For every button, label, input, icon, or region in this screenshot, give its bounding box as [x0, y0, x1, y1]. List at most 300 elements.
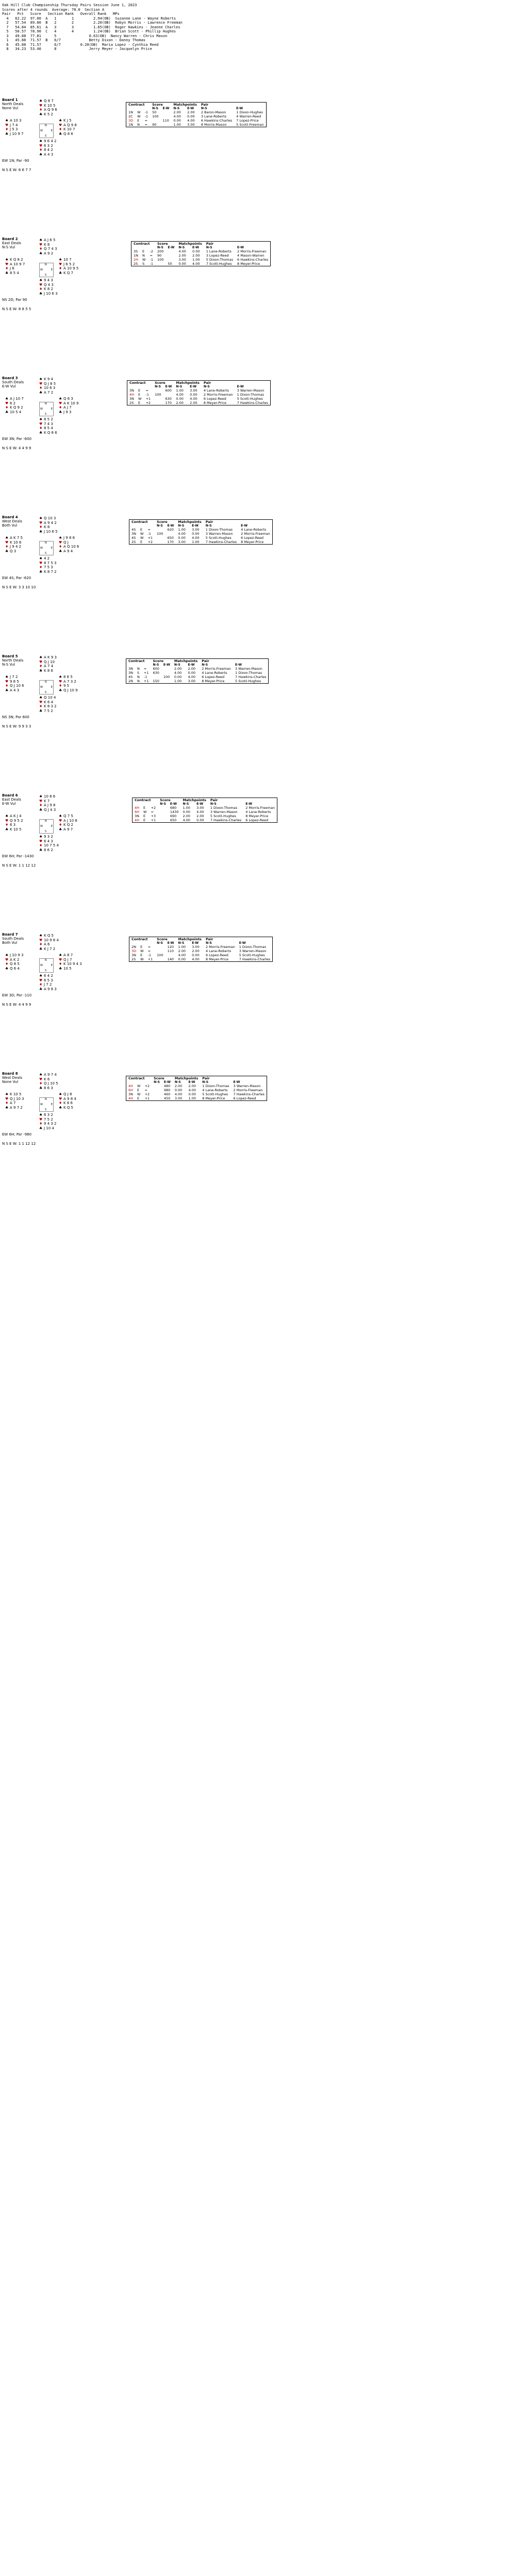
cards: 9 5 — [63, 684, 70, 688]
cards: Q 8 7 — [44, 99, 54, 103]
hearts-icon: ♥ — [39, 561, 43, 565]
diamonds-icon: ♦ — [59, 545, 62, 549]
table-cell: 4 Lane-Roberts — [202, 1088, 228, 1092]
table-cell: E — [140, 945, 143, 949]
cards: K Q 2 — [63, 823, 74, 827]
cards: J 9 4 2 — [10, 545, 22, 549]
spades-icon: ♠ — [39, 794, 43, 799]
table-cell: 3D — [128, 118, 134, 123]
diamonds-icon: ♦ — [59, 127, 62, 131]
table-row — [133, 810, 277, 814]
table-cell: 1.00 — [178, 528, 186, 532]
cards: A K 7 5 — [10, 536, 23, 540]
suit-row-diamonds — [59, 405, 105, 410]
table-cell: 140 — [167, 957, 174, 961]
sub-header: E-W — [162, 107, 170, 110]
compass-w: W — [40, 129, 43, 132]
diamonds-icon: ♦ — [39, 1081, 43, 1086]
cards: Q J 10 5 — [44, 1081, 58, 1086]
table-cell: 5 Scott-Hughes — [210, 814, 236, 818]
board-heading — [2, 376, 24, 388]
table-cell: E — [140, 953, 143, 957]
suit-row-hearts — [39, 799, 86, 804]
column-header-blank — [237, 937, 273, 942]
suit-row-spades — [5, 953, 52, 958]
cards: Q J — [63, 540, 69, 545]
table-cell: 0.00 — [183, 810, 190, 814]
suit-row-hearts — [59, 680, 105, 684]
clubs-icon: ♣ — [39, 152, 43, 157]
column-header: Pair — [202, 659, 209, 663]
board-number: 4 — [15, 515, 18, 519]
table-row — [133, 814, 277, 818]
clubs-icon: ♣ — [5, 688, 9, 692]
south-hand — [39, 974, 86, 991]
table-cell: 630 — [153, 671, 159, 675]
table-cell: 4.00 — [174, 1092, 183, 1096]
table-cell: 7 Hawkins-Charles — [235, 675, 267, 679]
spades-icon: ♠ — [5, 118, 9, 123]
cards: 8 7 5 3 — [44, 561, 57, 565]
table-cell: 4.00 — [192, 536, 200, 540]
diamonds-icon: ♦ — [39, 982, 43, 987]
suit-row-clubs — [59, 410, 105, 415]
column-header: Contract — [128, 659, 145, 663]
table-cell: 170 — [167, 540, 174, 544]
table-cell: 5 Scott-Freeman — [236, 123, 264, 127]
compass-w: W — [40, 547, 43, 550]
table-cell: 8 Meyer-Price — [203, 401, 226, 405]
dealer-text: North Deals — [2, 658, 24, 663]
suit-row-diamonds — [39, 1081, 86, 1086]
board-label: Board — [2, 1072, 14, 1076]
table-cell: = — [143, 667, 147, 671]
table-cell: -2 — [150, 249, 153, 253]
clubs-icon: ♣ — [5, 549, 9, 553]
cards: A Q 9 6 — [44, 108, 57, 112]
sub-header: N-S — [202, 1080, 209, 1084]
table-cell: 2.00 — [174, 667, 182, 671]
table-cell: 5 Scott-Hughes — [239, 953, 265, 957]
table-cell: 2 Morris-Freeman — [237, 249, 267, 253]
table-cell: 980 — [163, 1088, 171, 1092]
sub-header: N-S — [153, 663, 159, 667]
clubs-icon: ♣ — [39, 807, 43, 812]
table-cell: 4 Mason-Warren — [237, 253, 265, 258]
suit-row-spades — [39, 1113, 86, 1117]
cards: J 10 6 3 — [44, 291, 58, 296]
table-row — [133, 818, 277, 823]
diamonds-icon: ♦ — [39, 942, 43, 946]
suit-row-hearts — [59, 540, 105, 545]
table-cell: E — [138, 388, 141, 393]
spades-icon: ♠ — [5, 536, 9, 540]
table-cell: 0.00 — [174, 675, 182, 679]
board-heading — [2, 1072, 22, 1084]
suit-row-hearts — [39, 382, 86, 386]
north-hand — [39, 238, 86, 256]
table-cell — [166, 249, 176, 253]
table-cell — [155, 957, 165, 962]
cards: 8 5 4 — [10, 270, 19, 275]
spades-icon: ♠ — [5, 814, 9, 818]
sub-header: E-W — [170, 802, 177, 806]
table-cell: 4S — [131, 528, 136, 532]
suit-row-spades — [5, 536, 52, 540]
spades-icon: ♠ — [59, 536, 62, 540]
cards: A 9 7 2 — [10, 1105, 23, 1110]
board-3 — [2, 376, 523, 515]
table-cell: 1.00 — [192, 540, 200, 544]
column-header: Score — [152, 103, 163, 107]
table-cell: 7 Hawkins-Charles — [239, 957, 271, 961]
table-cell: E — [137, 118, 140, 123]
compass-n: N — [45, 820, 47, 823]
clubs-icon: ♣ — [39, 291, 43, 296]
suit-row-diamonds — [39, 664, 86, 669]
compass-e: E — [51, 408, 53, 411]
results-table — [129, 937, 273, 962]
column-header: Pair — [206, 242, 214, 246]
hearts-icon: ♥ — [5, 123, 9, 127]
suit-row-hearts — [39, 978, 86, 983]
board-6 — [2, 793, 523, 933]
table-cell: 4H — [128, 1084, 134, 1088]
table-cell: 150 — [153, 679, 159, 683]
results-table — [127, 380, 271, 405]
cards: A 7 — [10, 1101, 16, 1105]
board-8 — [2, 1072, 523, 1211]
table-cell: 650 — [167, 536, 174, 540]
table-cell: 0.00 — [188, 671, 196, 675]
table-cell: E — [138, 393, 141, 397]
board-2 — [2, 237, 523, 376]
cards: 7 5 3 — [44, 565, 53, 569]
compass-diagram — [39, 263, 54, 277]
table-cell: 3.00 — [178, 258, 186, 262]
table-cell: = — [151, 810, 154, 814]
compass-diagram — [39, 819, 54, 834]
table-cell: 4.00 — [183, 818, 190, 822]
table-cell: 620 — [167, 528, 174, 532]
cards: J 10 9 3 — [10, 953, 24, 957]
suit-row-spades — [59, 1092, 105, 1097]
cards: 7 5 2 — [44, 1117, 53, 1122]
cards: 6 2 — [10, 401, 16, 405]
table-cell: N — [137, 667, 140, 671]
table-cell: S — [137, 671, 140, 675]
suit-row-clubs — [39, 669, 86, 673]
table-cell: 3N — [128, 671, 133, 675]
cards: 8 5 2 — [44, 417, 53, 421]
compass-diagram — [39, 541, 54, 555]
table-cell: 3S — [134, 249, 138, 253]
spades-icon: ♠ — [39, 99, 43, 103]
vulnerability-text: None Vul — [2, 1080, 19, 1084]
column-header: Score — [160, 798, 171, 802]
sub-header: N-S — [201, 107, 207, 110]
cards: A 4 3 — [44, 152, 54, 157]
column-header: Pair — [202, 1076, 210, 1080]
board-label: Board — [2, 793, 14, 798]
table-cell: W — [140, 949, 144, 953]
results-table — [132, 798, 277, 823]
table-cell: 8 Meyer-Price — [202, 679, 225, 683]
compass-diagram — [39, 402, 54, 416]
sub-header: N-S — [154, 1080, 160, 1084]
table-cell: 2 Morris-Freeman — [205, 945, 235, 949]
hearts-icon: ♥ — [39, 1117, 43, 1122]
cards: Q J 4 3 — [44, 807, 56, 812]
table-cell: 4.00 — [174, 671, 182, 675]
table-row — [126, 675, 269, 679]
spades-icon: ♠ — [39, 278, 43, 282]
table-cell: +1 — [147, 957, 153, 961]
table-row — [126, 1092, 267, 1096]
table-cell — [166, 253, 176, 258]
cards: 6 3 — [10, 823, 16, 827]
cards: Q 9 5 2 — [10, 818, 23, 823]
diamonds-icon: ♦ — [39, 664, 43, 668]
column-header-blank — [243, 798, 277, 803]
table-cell: 170 — [165, 401, 172, 405]
cards: A 7 4 — [44, 664, 54, 668]
table-cell — [158, 810, 168, 814]
column-header-blank — [234, 103, 266, 107]
table-row — [126, 1084, 267, 1088]
spades-icon: ♠ — [39, 974, 43, 978]
cards: A 9 2 — [44, 251, 54, 256]
suit-row-spades — [39, 139, 86, 144]
table-cell: 4.00 — [187, 118, 195, 123]
table-cell: = — [147, 945, 151, 949]
diamonds-icon: ♦ — [5, 962, 9, 966]
table-cell: 3N — [129, 397, 134, 401]
sub-header-blank — [126, 1080, 152, 1084]
suit-row-clubs — [39, 112, 86, 117]
clubs-icon: ♣ — [39, 430, 43, 435]
suit-row-spades — [59, 118, 105, 123]
suit-row-diamonds — [39, 942, 86, 947]
results-table — [126, 1076, 267, 1101]
sub-header: E-W — [167, 524, 174, 528]
cards: K 8 7 2 — [44, 569, 57, 574]
table-row — [127, 388, 271, 393]
cards: 10 5 4 — [10, 410, 22, 414]
table-cell: 1430 — [170, 810, 179, 814]
table-cell: 100 — [157, 953, 163, 957]
spades-icon: ♠ — [59, 814, 62, 818]
diamonds-icon: ♦ — [59, 684, 62, 688]
table-cell: E — [137, 1096, 140, 1100]
sub-header-blank — [129, 524, 155, 528]
hearts-icon: ♥ — [39, 839, 43, 843]
table-cell: 100 — [155, 393, 161, 397]
cards: 8 6 3 — [44, 1086, 53, 1090]
east-hand — [59, 675, 105, 692]
south-hand — [39, 835, 86, 852]
table-cell: 2S — [131, 540, 136, 544]
spades-icon: ♠ — [5, 258, 9, 262]
table-cell: 2.00 — [178, 253, 186, 258]
hearts-icon: ♥ — [59, 401, 62, 405]
cards: A 9 4 2 — [44, 520, 57, 525]
east-hand — [59, 814, 105, 832]
column-header-blank — [233, 659, 269, 664]
dealer-text: North Deals — [2, 102, 24, 106]
ranking-row: 4 62.22 97.00 A 1 1 2.94(OB) Suzanne Lane - Wayne Roberts — [2, 16, 176, 21]
board-number: 5 — [15, 654, 18, 658]
sub-header: E-W — [187, 107, 194, 110]
par-result: EW 4S; Par -620 — [2, 576, 31, 580]
table-row — [127, 397, 271, 401]
south-hand — [39, 139, 86, 157]
makeable-tricks: N S E W: 1 1 12 12 — [2, 1142, 36, 1146]
suit-row-spades — [39, 278, 86, 283]
suit-row-clubs — [39, 709, 86, 714]
sub-header-blank — [127, 385, 153, 388]
table-cell — [155, 540, 165, 545]
par-result: EW 3D; Par -110 — [2, 993, 32, 997]
table-cell: W — [143, 810, 147, 814]
suit-row-clubs — [39, 570, 86, 574]
hearts-icon: ♥ — [39, 700, 43, 704]
compass-s: S — [45, 552, 47, 555]
table-cell — [155, 536, 165, 540]
table-cell: 4 Lane-Roberts — [205, 949, 232, 953]
column-header: Score — [154, 1076, 164, 1080]
clubs-icon: ♣ — [39, 848, 43, 852]
cards: A 6 — [44, 942, 50, 946]
cards: A 7 3 2 — [63, 679, 76, 684]
table-cell: 8 Meyer-Price — [237, 262, 260, 266]
suit-row-clubs — [59, 827, 105, 832]
table-row — [131, 258, 271, 262]
cards: K 8 6 — [63, 1101, 73, 1105]
table-cell: N — [142, 253, 145, 258]
column-header: Score — [153, 659, 164, 663]
table-cell: 3 Warren-Mason — [239, 949, 267, 953]
cards: Q 8 6 — [63, 131, 73, 136]
suit-row-spades — [59, 814, 105, 819]
cards: K 6 4 — [44, 700, 53, 704]
suit-row-clubs — [39, 947, 86, 952]
east-hand — [59, 953, 105, 971]
sub-header: E-W — [188, 663, 195, 667]
table-cell: 1 Dixon-Thomas — [210, 806, 238, 810]
table-cell: 0.00 — [188, 1092, 196, 1096]
suit-row-spades — [39, 655, 86, 660]
table-cell: = — [144, 123, 148, 127]
cards: Q J 8 5 — [44, 381, 56, 386]
suit-row-clubs — [59, 1106, 105, 1110]
board-number: 3 — [15, 376, 18, 380]
sub-header: E-W — [165, 385, 172, 388]
board-number: 2 — [15, 237, 18, 241]
board-label: Board — [2, 654, 14, 658]
cards: A Q 10 6 — [63, 545, 79, 549]
table-cell: 4.00 — [192, 262, 200, 266]
table-row — [131, 253, 271, 258]
suit-row-diamonds — [39, 843, 86, 848]
cards: A Q 9 8 — [63, 123, 77, 127]
board-label: Board — [2, 98, 14, 102]
cards: K Q 5 — [63, 1105, 74, 1110]
table-cell: 3.00 — [187, 123, 195, 127]
table-row — [129, 528, 273, 532]
hearts-icon: ♥ — [39, 799, 43, 803]
par-result: EW 6H; Par -980 — [2, 1132, 32, 1137]
sub-header: N-S — [178, 524, 185, 528]
clubs-icon: ♣ — [59, 270, 62, 275]
compass-e: E — [51, 547, 53, 550]
table-cell — [155, 528, 165, 532]
table-cell: 6H — [128, 1088, 134, 1092]
cards: J 9 8 6 — [63, 536, 75, 540]
hearts-icon: ♥ — [59, 123, 62, 127]
hearts-icon: ♥ — [5, 262, 9, 266]
table-row — [126, 671, 269, 675]
sub-header: E-W — [192, 941, 199, 945]
table-cell: = — [144, 1088, 147, 1092]
clubs-icon: ♣ — [5, 270, 9, 275]
suit-row-clubs — [39, 251, 86, 256]
table-cell — [158, 818, 168, 823]
compass-w: W — [40, 686, 43, 689]
table-cell: 7 Scott-Hughes — [206, 262, 232, 266]
sub-header-blank — [131, 246, 155, 249]
sub-header: E-W — [237, 246, 244, 249]
cards: Q J 8 — [63, 1092, 72, 1096]
cards: A K 10 9 — [63, 401, 79, 405]
spades-icon: ♠ — [39, 1113, 43, 1117]
table-cell: 650 — [170, 818, 177, 822]
table-cell: N — [137, 679, 140, 683]
cards: K 8 — [44, 242, 50, 247]
table-cell — [151, 675, 161, 679]
clubs-icon: ♣ — [39, 251, 43, 256]
table-cell: = — [144, 118, 148, 123]
table-cell: 0.00 — [178, 262, 186, 266]
table-cell: 2 Morris-Freeman — [202, 667, 232, 671]
table-cell: +1 — [143, 679, 149, 683]
compass-e: E — [51, 964, 53, 967]
table-cell: 3.00 — [196, 806, 204, 810]
suit-row-clubs — [59, 967, 105, 971]
cards: Q 10 4 — [44, 696, 56, 700]
table-cell: W — [138, 397, 142, 401]
cards: A 7 2 — [44, 390, 54, 395]
column-header-blank — [232, 1076, 267, 1081]
hearts-icon: ♥ — [5, 818, 9, 823]
hearts-icon: ♥ — [39, 103, 43, 108]
table-cell: 3N — [131, 532, 136, 536]
compass-w: W — [40, 1103, 43, 1106]
table-cell: W — [137, 1084, 141, 1088]
suit-row-spades — [59, 258, 105, 262]
vulnerability-text: N-S Vul — [2, 245, 15, 249]
table-cell: 2 Morris-Freeman — [203, 393, 233, 397]
table-cell: +2 — [147, 540, 153, 544]
table-cell: 4H — [135, 806, 140, 810]
board-label: Board — [2, 515, 14, 519]
spades-icon: ♠ — [39, 696, 43, 700]
column-header-blank — [239, 520, 272, 524]
table-cell — [158, 814, 168, 818]
cards: K 10 5 — [10, 827, 22, 832]
cards: J 10 9 7 — [10, 131, 24, 136]
suit-row-diamonds — [39, 704, 86, 709]
